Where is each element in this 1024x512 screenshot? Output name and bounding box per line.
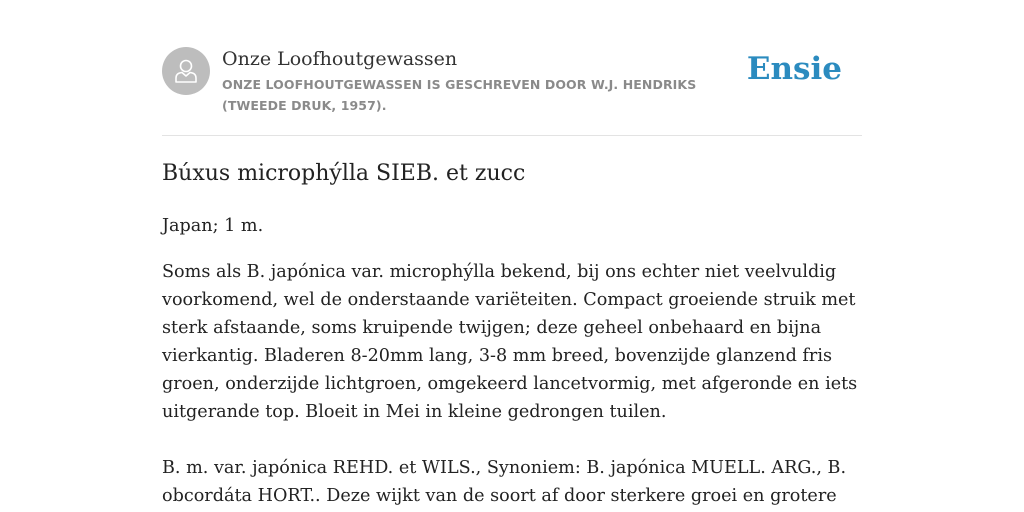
book-title[interactable]: Onze Loofhoutgewassen bbox=[222, 48, 458, 70]
ensie-logo[interactable]: Ensie bbox=[746, 51, 842, 87]
article-content bbox=[162, 158, 867, 510]
article-heading: Búxus microphýlla SIEB. et zucc bbox=[162, 161, 526, 186]
avatar[interactable] bbox=[162, 47, 210, 95]
page-header bbox=[162, 44, 862, 124]
article-paragraph-description: Soms als B. japónica var. microphýlla bekend, bij ons echter niet veelvuldig voorkomend, wel de onderstaande variëteiten. Compact groeiende struik met sterk afstaande, soms kruipende twijgen; deze geheel onbehaard en bijna vierkantig. Bladeren 8-20mm lang, 3-8 mm breed, bovenzijde glanzend fris groen, onderzijde lichtgroen, omgekeerd lancetvormig, met afgeronde en iets uitgerande top. Bloeit in Mei in kleine gedrongen tuilen. bbox=[162, 262, 858, 422]
user-icon bbox=[171, 56, 201, 86]
article-paragraph-location: Japan; 1 m. bbox=[162, 216, 264, 236]
article-paragraph-variety: B. m. var. japónica REHD. et WILS., Synoniem: B. japónica MUELL. ARG., B. obcordáta HORT.. Deze wijkt van de soort af door sterkere groei en grotere bbox=[162, 458, 847, 506]
header-divider bbox=[162, 135, 862, 136]
book-subtitle: ONZE LOOFHOUTGEWASSEN IS GESCHREVEN DOOR W.J. HENDRIKS (TWEEDE DRUK, 1957). bbox=[222, 77, 697, 113]
